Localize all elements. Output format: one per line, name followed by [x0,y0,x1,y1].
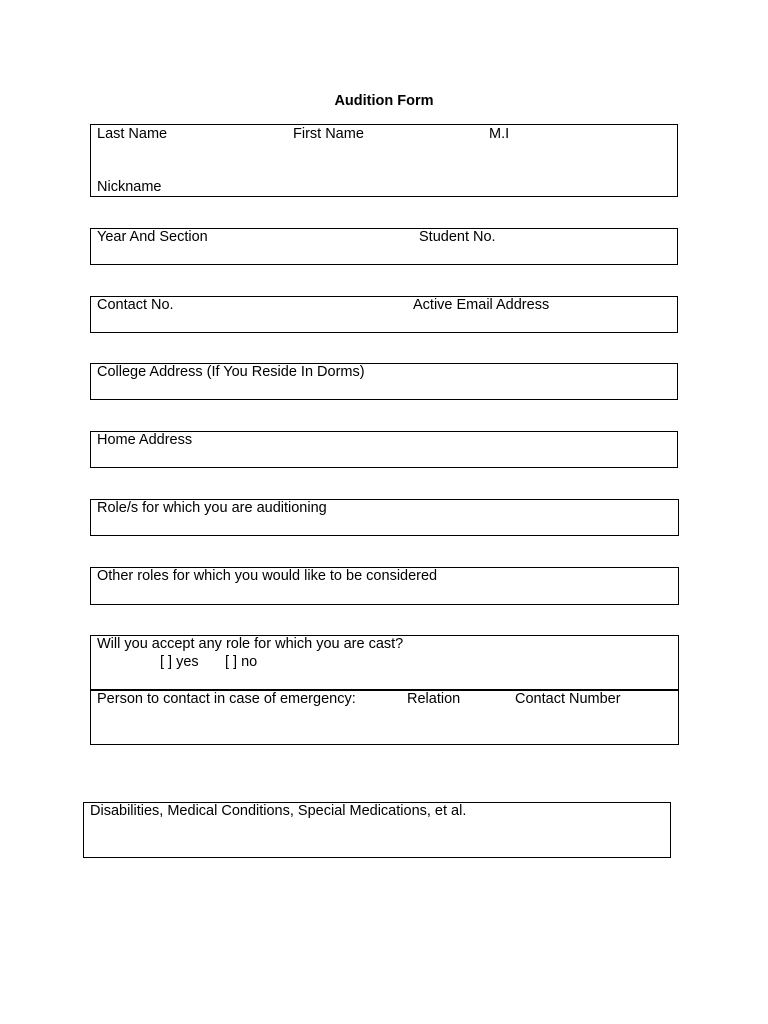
roles-auditioning-section [90,499,679,536]
roles-auditioning-label: Role/s for which you are auditioning [97,500,327,516]
no-option[interactable]: [ ] no [225,654,258,670]
first-name-label: First Name [293,126,364,142]
home-address-section [90,431,678,468]
other-roles-section [90,567,679,605]
relation-label: Relation [407,691,461,707]
contact-section [90,296,678,333]
contact-number-label: Contact Number [515,691,621,707]
medical-section [83,802,671,858]
form-title: Audition Form [334,93,434,109]
contact-no-label: Contact No. [97,297,174,313]
college-address-section [90,363,678,400]
accept-role-section [90,635,679,745]
email-label: Active Email Address [413,297,550,313]
other-roles-label: Other roles for which you would like to be considered [97,568,438,584]
student-no-label: Student No. [419,229,496,245]
middle-initial-label: M.I [489,126,510,142]
home-address-label: Home Address [97,432,193,448]
year-section-label: Year And Section [97,229,208,245]
medical-label: Disabilities, Medical Conditions, Special Medications, et al. [90,803,467,819]
accept-role-question: Will you accept any role for which you are cast? [97,636,404,652]
nickname-label: Nickname [97,179,162,195]
name-section [90,124,678,197]
last-name-label: Last Name [97,126,168,142]
college-address-label: College Address (If You Reside In Dorms) [97,364,365,380]
emergency-contact-label: Person to contact in case of emergency: [97,691,356,707]
yes-option[interactable]: [ ] yes [160,654,199,670]
year-section [90,228,678,265]
